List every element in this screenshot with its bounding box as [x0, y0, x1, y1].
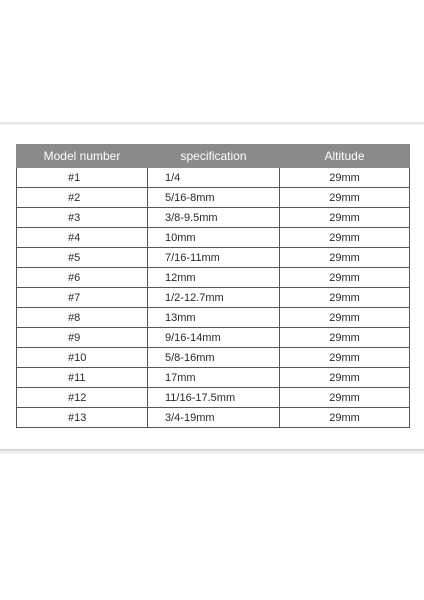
model-number-cell: #11	[17, 368, 148, 388]
specification-cell: 5/8-16mm	[148, 348, 280, 368]
specification-cell: 13mm	[148, 308, 280, 328]
table-header-row	[17, 145, 410, 168]
table-row	[17, 228, 410, 248]
specification-cell: 12mm	[148, 268, 280, 288]
specification-cell: 7/16-11mm	[148, 248, 280, 268]
model-number-cell: #1	[17, 168, 148, 188]
table-body	[17, 168, 410, 428]
table-row	[17, 208, 410, 228]
altitude-cell: 29mm	[280, 248, 410, 268]
model-number-cell: #4	[17, 228, 148, 248]
bottom-divider	[0, 449, 424, 454]
specification-cell: 17mm	[148, 368, 280, 388]
table-row	[17, 328, 410, 348]
altitude-cell: 29mm	[280, 308, 410, 328]
altitude-cell: 29mm	[280, 188, 410, 208]
specification-cell: 3/4-19mm	[148, 408, 280, 428]
table-row	[17, 348, 410, 368]
specification-cell: 1/4	[148, 168, 280, 188]
altitude-cell: 29mm	[280, 368, 410, 388]
table-row	[17, 288, 410, 308]
model-number-cell: #9	[17, 328, 148, 348]
table-row	[17, 368, 410, 388]
table-row	[17, 408, 410, 428]
header-specification: specification	[148, 145, 280, 168]
model-number-cell: #13	[17, 408, 148, 428]
specification-cell: 1/2-12.7mm	[148, 288, 280, 308]
altitude-cell: 29mm	[280, 408, 410, 428]
top-divider	[0, 122, 424, 125]
table-row	[17, 308, 410, 328]
altitude-cell: 29mm	[280, 388, 410, 408]
model-number-cell: #2	[17, 188, 148, 208]
table-row	[17, 388, 410, 408]
altitude-cell: 29mm	[280, 208, 410, 228]
table-row	[17, 168, 410, 188]
altitude-cell: 29mm	[280, 168, 410, 188]
altitude-cell: 29mm	[280, 228, 410, 248]
model-number-cell: #12	[17, 388, 148, 408]
header-altitude: Altitude	[280, 145, 410, 168]
altitude-cell: 29mm	[280, 328, 410, 348]
specification-cell: 5/16-8mm	[148, 188, 280, 208]
table-row	[17, 248, 410, 268]
model-number-cell: #6	[17, 268, 148, 288]
model-number-cell: #8	[17, 308, 148, 328]
altitude-cell: 29mm	[280, 348, 410, 368]
table-row	[17, 268, 410, 288]
model-number-cell: #7	[17, 288, 148, 308]
specification-cell: 11/16-17.5mm	[148, 388, 280, 408]
model-number-cell: #3	[17, 208, 148, 228]
spec-table	[16, 144, 410, 428]
specification-cell: 10mm	[148, 228, 280, 248]
altitude-cell: 29mm	[280, 288, 410, 308]
altitude-cell: 29mm	[280, 268, 410, 288]
model-number-cell: #5	[17, 248, 148, 268]
specification-cell: 3/8-9.5mm	[148, 208, 280, 228]
table-row	[17, 188, 410, 208]
header-model-number: Model number	[17, 145, 148, 168]
specification-cell: 9/16-14mm	[148, 328, 280, 348]
model-number-cell: #10	[17, 348, 148, 368]
